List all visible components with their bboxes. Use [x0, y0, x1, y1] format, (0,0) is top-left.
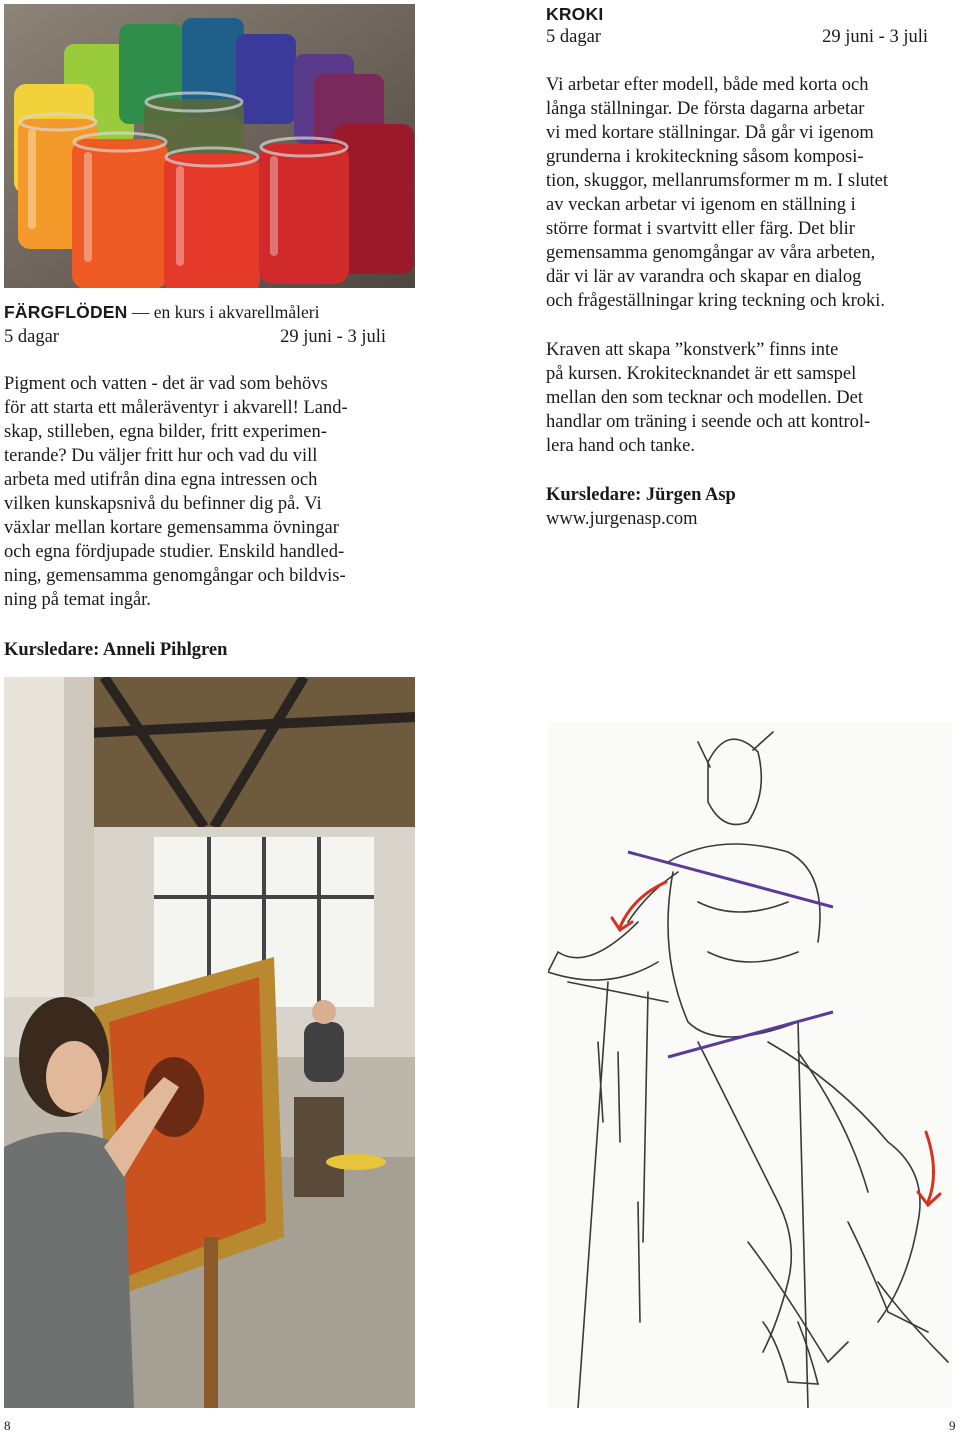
course-dates: 29 juni - 3 juli — [280, 327, 386, 347]
kroki-description: Vi arbetar efter modell, både med korta och långa ställningar. De första dagarna arbetar vi med kortare ställningar. Då går vi igenom grunderna i krokiteckning såsom komposi- tion, skuggor, mellanrumsformer m m. I slutet av veckan arbetar vi igenom en ställning i större format i svartvitt eller färg. Det blir gemensamma genomgångar av våra arbeten, där vi lär av varandra och skapar en dialog och frågeställningar kring teckning och kroki. — [546, 75, 888, 311]
watercolor-jars-photo — [4, 4, 415, 288]
page-number-left: 8 — [4, 1418, 11, 1433]
page-number-right: 9 — [949, 1418, 956, 1433]
course-meta — [4, 325, 386, 349]
kroki-title: KROKI — [546, 4, 604, 24]
kroki-website[interactable]: www.jurgenasp.com — [546, 509, 698, 529]
painting-studio-photo — [4, 677, 415, 1408]
kroki-teacher: Kursledare: Jürgen Asp — [546, 485, 736, 505]
course-description: Pigment och vatten - det är vad som behövs för att starta ett måleräventyr i akvarell! Land- skap, stilleben, egna bilder, fritt experimen- terande? Du väljer fritt hur och vad du vill arbeta med utifrån dina egna intressen och vilken kunskapsnivå du befinner dig på. Vi växlar mellan kortare gemensamma övningar och egna fördjupade studier. Enskild handled- ning, gemensamma genomgångar och bildvis- ning på temat ingår. — [4, 374, 348, 610]
course-teacher: Kursledare: Anneli Pihlgren — [4, 640, 228, 660]
figure-sketch-drawing — [548, 722, 952, 1408]
course-duration: 5 dagar — [4, 327, 59, 347]
kroki-meta — [546, 25, 928, 49]
course-title — [4, 301, 404, 323]
kroki-description-2: Kraven att skapa ”konstverk” finns inte på kursen. Krokitecknandet är ett samspel mellan den som tecknar och modellen. Det handlar om träning i seende och att kontrol- lera hand och tanke. — [546, 340, 871, 456]
course-title-rest: — en kurs i akvarellmåleri — [127, 302, 320, 322]
kroki-dates: 29 juni - 3 juli — [822, 27, 928, 47]
course-title-caps: FÄRGFLÖDEN — [4, 302, 128, 322]
kroki-duration: 5 dagar — [546, 27, 601, 47]
